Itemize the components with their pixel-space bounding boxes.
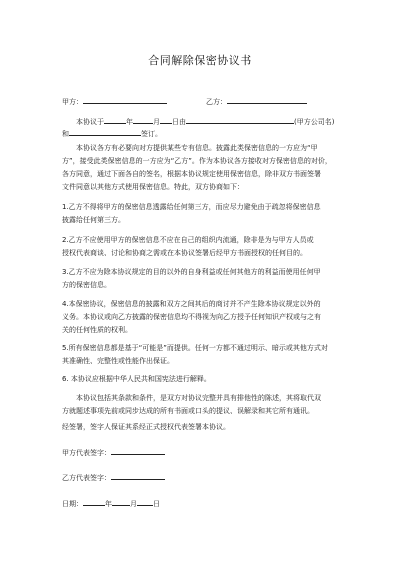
party-b-blank[interactable] bbox=[227, 95, 307, 104]
clause-2 bbox=[62, 234, 346, 260]
party-a-rep-label: 甲方代表签字： bbox=[62, 449, 111, 457]
preamble-paragraph bbox=[62, 142, 346, 194]
agreement-prefix: 本协议于 bbox=[76, 118, 104, 126]
date-month-label: 月 bbox=[130, 500, 137, 508]
agreement-and-line bbox=[62, 127, 162, 139]
clause-line: 6. 本协议应根据中华人民共和国宪法进行解释。 bbox=[62, 375, 211, 383]
preamble-line: 文件同意以其他方式使用保密信息。特此，双方协商如下： bbox=[62, 183, 244, 191]
clause-line: 披露给任何第三方。 bbox=[62, 216, 125, 224]
agreement-year-label: 年 bbox=[126, 118, 133, 126]
clause-line: 2.乙方不应使用甲方的保密信息不应在自己的组织内流通，除非是为与甲方人员或 bbox=[62, 236, 314, 244]
party-a-label: 甲方： bbox=[62, 98, 83, 106]
party-a-signature-blank[interactable] bbox=[111, 446, 165, 455]
entire-agreement-line: 方就题述事项先前或同步达成的所有书面或口头的提议、误解录和其它所有通讯。 bbox=[62, 407, 314, 415]
counterparty-blank[interactable] bbox=[69, 127, 141, 136]
clause-line: 授权代表商谈、讨论和协商之需或在本协议签署后经甲方书面授权的任何目的。 bbox=[62, 249, 307, 257]
clause-line: 方的保密信息。 bbox=[62, 281, 111, 289]
agreement-day-label: 日由 bbox=[172, 118, 186, 126]
clause-line: 4.本保密协议，保密信息的披露和双方之间其后的商讨并不产生除本协议规定以外的 bbox=[62, 300, 321, 308]
party-b-rep-label: 乙方代表签字： bbox=[62, 474, 111, 482]
company-name-blank[interactable] bbox=[186, 115, 294, 124]
clause-line: 其准确性、完整性或性能作出保证。 bbox=[62, 357, 174, 365]
agreement-day-blank[interactable] bbox=[160, 115, 172, 124]
agreement-year-blank[interactable] bbox=[104, 115, 126, 124]
date-line bbox=[62, 497, 160, 509]
date-year-label: 年 bbox=[105, 500, 112, 508]
party-b-line bbox=[206, 95, 307, 107]
agreement-month-label: 月 bbox=[153, 118, 160, 126]
entire-agreement-paragraph bbox=[62, 392, 346, 418]
clause-1 bbox=[62, 201, 346, 227]
clause-line: 3.乙方不应为除本协议规定的目的以外的自身利益或任何其他方的利益而使用任何甲 bbox=[62, 268, 321, 276]
clause-5 bbox=[62, 342, 346, 368]
party-a-signature-line bbox=[62, 446, 165, 458]
party-a-line bbox=[62, 95, 167, 107]
party-b-label: 乙方： bbox=[206, 98, 227, 106]
date-day-blank[interactable] bbox=[137, 497, 153, 506]
date-month-blank[interactable] bbox=[112, 497, 130, 506]
company-suffix: (甲方公司名) bbox=[294, 118, 335, 126]
clause-6 bbox=[62, 373, 346, 386]
preamble-line: 本协议各方有必要向对方提供某些专有信息。披露此类保密信息的一方应为“甲 bbox=[76, 144, 318, 152]
date-prefix: 日期： bbox=[62, 500, 83, 508]
date-day-label: 日 bbox=[153, 500, 160, 508]
clause-3 bbox=[62, 266, 346, 292]
party-a-blank[interactable] bbox=[83, 95, 167, 104]
agreement-date-line bbox=[76, 115, 334, 127]
clause-line: 1.乙方不得将甲方的保密信息透露给任何第三方，而应尽力避免由于疏忽将保密信息 bbox=[62, 203, 321, 211]
preamble-line: 各方同意，通过下面各自的签名，根据本协议规定使用保密信息，除非双方书面签署 bbox=[62, 170, 321, 178]
party-b-signature-line bbox=[62, 471, 165, 483]
signing-statement bbox=[62, 421, 346, 434]
document-title: 合同解除保密协议书 bbox=[148, 54, 252, 67]
party-b-signature-blank[interactable] bbox=[111, 471, 165, 480]
entire-agreement-line: 本协议包括其条款和条件，是双方对协议完整并具有排他性的陈述，其将取代双 bbox=[76, 394, 321, 402]
agreement-month-blank[interactable] bbox=[133, 115, 153, 124]
signing-line: 经签署，签字人保证其系经正式授权代表签署本协议。 bbox=[62, 423, 230, 431]
clause-line: 义务。本协议或向乙方披露的保密信息均不得视为向乙方授予任何知识产权或与之有 bbox=[62, 313, 321, 321]
agreement-signed-label: 签订。 bbox=[141, 130, 162, 138]
clause-line: 5.所有保密信息都是基于“可能是”而提供。任何一方都不通过明示、暗示或其他方式对 bbox=[62, 344, 328, 352]
preamble-line: 方”，接受此类保密信息的一方应为“乙方”。作为本协议各方接收对方保密信息的对价， bbox=[62, 157, 332, 165]
agreement-and-label: 和 bbox=[62, 130, 69, 138]
clause-4 bbox=[62, 298, 346, 337]
date-year-blank[interactable] bbox=[83, 497, 105, 506]
clause-line: 关的任何性质的权利。 bbox=[62, 326, 132, 334]
